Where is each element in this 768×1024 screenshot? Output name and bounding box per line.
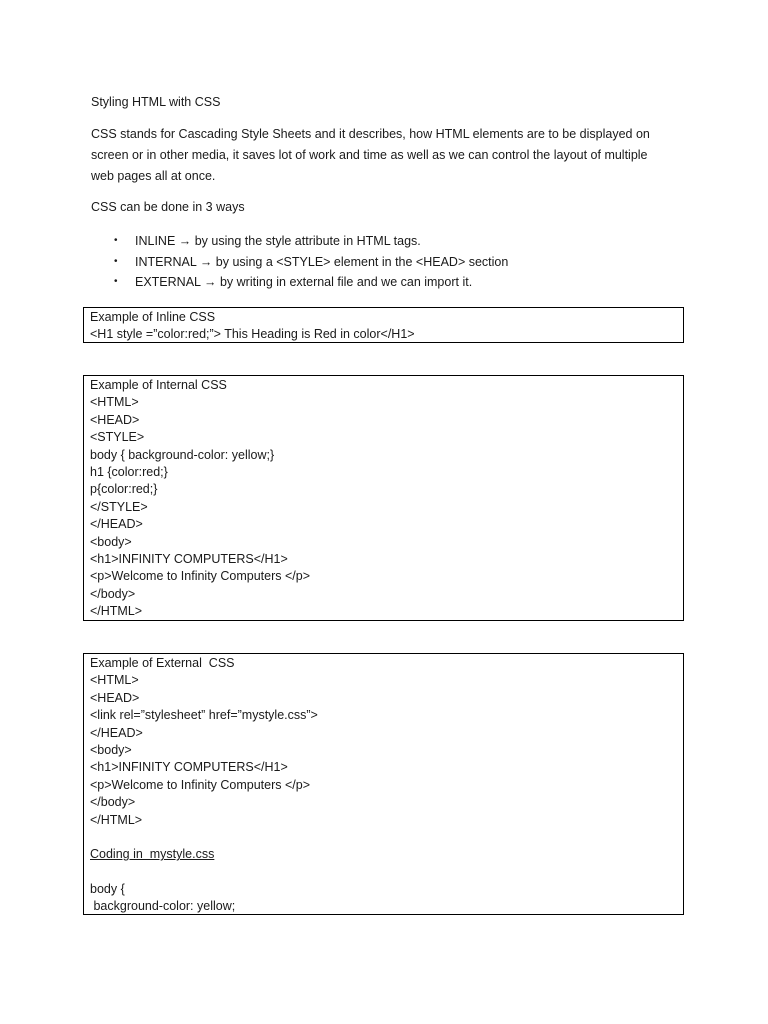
code-line: <h1>INFINITY COMPUTERS</H1> [90, 551, 288, 566]
intro-line: CSS stands for Cascading Style Sheets and it describes, how HTML elements are to be displayed on [91, 127, 650, 141]
css-file-subheading: Coding in mystyle.css [90, 847, 215, 862]
example-heading: Example of Inline CSS [90, 310, 216, 324]
ways-heading: CSS can be done in 3 ways [91, 200, 245, 214]
list-item-text: INTERNAL → by using a <STYLE> element in the <HEAD> section [135, 254, 509, 269]
inline-css-example-box [83, 307, 684, 343]
bullet-icon: • [114, 255, 118, 267]
list-item-inline [91, 231, 508, 252]
code-line: <body> [90, 534, 132, 549]
code-line: background-color: yellow; [90, 899, 236, 914]
code-line: h1 {color:red;} [90, 464, 168, 479]
intro-line: web pages all at once. [91, 169, 216, 183]
example-heading: Example of Internal CSS [90, 378, 227, 392]
bullet-icon: • [114, 235, 118, 246]
list-item-external [91, 272, 508, 293]
code-line: <HEAD> [90, 690, 140, 705]
code-line: <h1>INFINITY COMPUTERS</H1> [90, 760, 288, 775]
code-line: <p>Welcome to Infinity Computers </p> [90, 569, 311, 584]
code-line: <HTML> [90, 673, 139, 688]
bullet-icon: • [114, 276, 118, 287]
code-line: </HEAD> [90, 725, 143, 740]
code-line: </HTML> [90, 604, 143, 619]
code-line: <body> [90, 742, 132, 757]
external-css-example-box [83, 653, 684, 915]
code-line: </body> [90, 586, 136, 601]
code-line: </STYLE> [90, 499, 148, 514]
code-line: <STYLE> [90, 430, 145, 445]
code-line: <link rel=”stylesheet” href=”mystyle.css”> [90, 708, 318, 723]
example-heading: Example of External CSS [90, 656, 235, 670]
ways-list [91, 231, 508, 293]
intro-line: screen or in other media, it saves lot of work and time as well as we can control the layout of multiple [91, 148, 648, 162]
list-item-text: INLINE → by using the style attribute in HTML tags. [135, 234, 421, 248]
code-line: <HEAD> [90, 412, 140, 427]
code-line: </HEAD> [90, 517, 143, 532]
blank-line [90, 864, 683, 881]
code-line: body { background-color: yellow;} [90, 447, 275, 462]
code-line: </HTML> [90, 812, 143, 827]
code-line: <p>Welcome to Infinity Computers </p> [90, 777, 311, 792]
list-item-internal [91, 252, 508, 273]
list-item-text: EXTERNAL → by writing in external file and we can import it. [135, 275, 473, 289]
code-line: </body> [90, 795, 136, 810]
page-title: Styling HTML with CSS [91, 95, 221, 109]
code-line: <HTML> [90, 395, 139, 410]
intro-paragraph [91, 124, 691, 187]
code-line: <H1 style =”color:red;”> This Heading is Red in color</H1> [90, 327, 415, 342]
blank-line [90, 829, 683, 846]
code-line: p{color:red;} [90, 482, 158, 497]
internal-css-example-box [83, 375, 684, 621]
code-line: body { [90, 882, 125, 897]
